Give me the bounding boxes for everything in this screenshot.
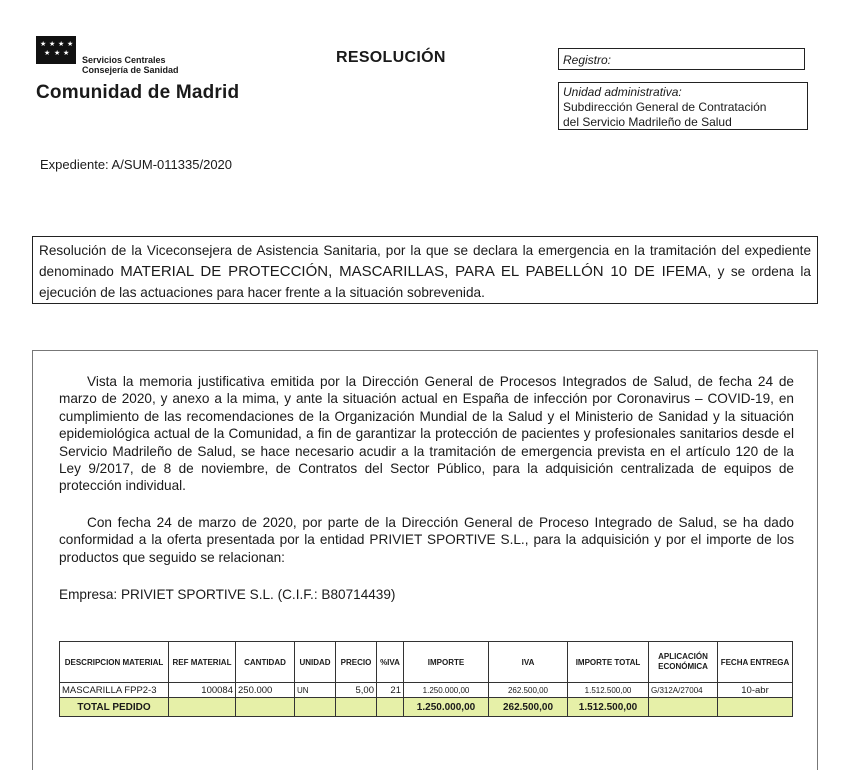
- empty-cell: [377, 698, 404, 717]
- cell-descripcion: MASCARILLA FPP2-3: [60, 683, 169, 698]
- empty-cell: [649, 698, 718, 717]
- header-cell: PRECIO: [336, 642, 377, 683]
- org-line-1: Servicios Centrales: [82, 55, 166, 65]
- paragraph-2-text: Con fecha 24 de marzo de 2020, por parte de la Dirección General de Proceso Integrado de Salud, se ha dado conformidad a la oferta presentada por la entidad PRIVIET SPORTIVE S.L., para la adquisición y por el importe de los productos que seguido se relacionan:: [59, 515, 794, 565]
- document-title: RESOLUCIÓN: [336, 49, 446, 66]
- cell-importe-total: 1.512.500,00: [568, 683, 649, 698]
- header-cell: IVA: [489, 642, 568, 683]
- total-importe-total: 1.512.500,00: [568, 698, 649, 717]
- empty-cell: [718, 698, 793, 717]
- empty-cell: [336, 698, 377, 717]
- paragraph-1-text: Vista la memoria justificativa emitida por la Dirección General de Procesos Integrados de Salud, de fecha 24 de marzo de 2020, y anexo a la mima, y ante la situación actual en España de infección por Coronavirus – COVID-19, en cumplimiento de las recomendaciones de la Organización Mundial de la Salud y el Ministerio de Sanidad y la situación epidemiológica actual de la Comunidad, a fin de garantizar la protección de pacientes y profesionales sanitarios desde el Servicio Madrileño de Salud, se hace necesario acudir a la tramitación de emergencia prevista en el artículo 120 de la Ley 9/2017, de 8 de noviembre, de Contratos del Sector Público, para la adquisición centralizada de equipos de protección individual.: [59, 374, 794, 494]
- unidad-line-1: Subdirección General de Contratación: [563, 100, 767, 114]
- cell-precio: 5,00: [336, 683, 377, 698]
- header-cell: APLICACIÓN ECONÓMICA: [649, 642, 718, 683]
- resolucion-text-2: , y se ordena la ejecución de las actuaciones para hacer frente a la situación sobrevenida.: [39, 264, 811, 300]
- empresa-line: Empresa: PRIVIET SPORTIVE S.L. (C.I.F.: B80714439): [59, 587, 396, 602]
- cell-unidad: UN: [295, 683, 336, 698]
- unidad-label: Unidad administrativa:: [563, 85, 682, 99]
- cell-importe: 1.250.000,00: [404, 683, 489, 698]
- expediente: Expediente: A/SUM-011335/2020: [40, 157, 233, 172]
- order-table: [59, 641, 793, 717]
- header-cell: IMPORTE: [404, 642, 489, 683]
- empty-cell: [169, 698, 236, 717]
- resolucion-text-1: Resolución de la Viceconsejera de Asistencia Sanitaria, por la que se declara la emergencia en la tramitación del expediente denominado: [39, 243, 811, 279]
- cell-iva: 262.500,00: [489, 683, 568, 698]
- header-cell: UNIDAD: [295, 642, 336, 683]
- empty-cell: [236, 698, 295, 717]
- header-cell: DESCRIPCION MATERIAL: [60, 642, 169, 683]
- unidad-box: [558, 82, 808, 130]
- empty-cell: [295, 698, 336, 717]
- table-total-row: [60, 698, 793, 717]
- header-cell: IMPORTE TOTAL: [568, 642, 649, 683]
- table-row: [60, 683, 793, 698]
- resolucion-box: [32, 236, 818, 304]
- main-content-box: [32, 350, 818, 770]
- total-label: TOTAL PEDIDO: [60, 698, 169, 717]
- table-header-row: [60, 642, 793, 683]
- header-cell: %IVA: [377, 642, 404, 683]
- resolucion-highlight: MATERIAL DE PROTECCIÓN, MASCARILLAS, PARA EL PABELLÓN 10 DE IFEMA: [120, 263, 708, 280]
- registro-box: [558, 48, 805, 70]
- total-importe: 1.250.000,00: [404, 698, 489, 717]
- registro-label: Registro:: [563, 53, 612, 67]
- org-line-2: Consejería de Sanidad: [82, 65, 179, 75]
- total-iva: 262.500,00: [489, 698, 568, 717]
- unidad-line-2: del Servicio Madrileño de Salud: [563, 115, 732, 129]
- paragraph-1: [59, 373, 794, 495]
- header-cell: FECHA ENTREGA: [718, 642, 793, 683]
- madrid-flag-logo: ★ ★ ★ ★ ★ ★ ★: [36, 36, 76, 64]
- header-cell: CANTIDAD: [236, 642, 295, 683]
- cell-aplicacion: G/312A/27004: [649, 683, 718, 698]
- cell-iva-pct: 21: [377, 683, 404, 698]
- comunidad-name: Comunidad de Madrid: [36, 82, 240, 103]
- cell-fecha: 10-abr: [718, 683, 793, 698]
- header-cell: REF MATERIAL: [169, 642, 236, 683]
- cell-cantidad: 250.000: [236, 683, 295, 698]
- paragraph-2: [59, 514, 794, 566]
- cell-ref: 100084: [169, 683, 236, 698]
